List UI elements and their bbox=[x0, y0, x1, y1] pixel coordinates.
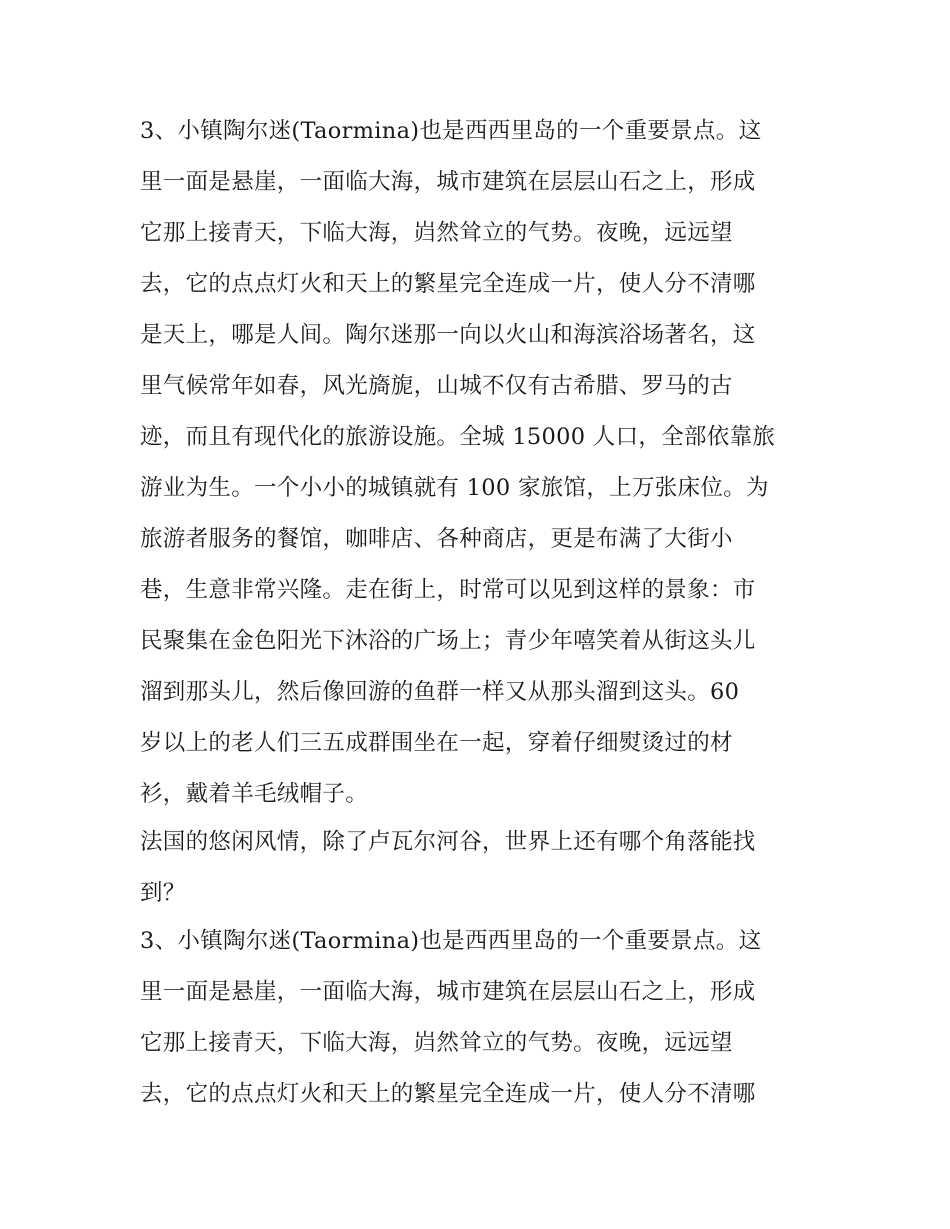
text-line-4: 去，它的点点灯火和天上的繁星完全连成一片，使人分不清哪 bbox=[140, 271, 756, 297]
text-line-19: 它那上接青天，下临大海，岿然耸立的气势。夜晚，远远望 bbox=[140, 1030, 733, 1056]
text-line-12: 溜到那头儿，然后像回游的鱼群一样又从那头溜到这头。60 bbox=[140, 679, 740, 705]
text-line-10: 巷，生意非常兴隆。走在街上，时常可以见到这样的景象：市 bbox=[140, 577, 756, 603]
body-text bbox=[140, 112, 820, 1126]
text-line-5: 是天上，哪是人间。陶尔迷那一向以火山和海滨浴场著名，这 bbox=[140, 322, 756, 348]
text-line-9: 旅游者服务的餐馆，咖啡店、各种商店，更是布满了大街小 bbox=[140, 526, 733, 552]
text-line-15: 法国的悠闲风情，除了卢瓦尔河谷，世界上还有哪个角落能找 bbox=[140, 829, 756, 855]
text-line-8: 游业为生。一个小小的城镇就有 100 家旅馆，上万张床位。为 bbox=[140, 475, 769, 501]
text-line-7: 迹，而且有现代化的旅游设施。全城 15000 人口，全部依靠旅 bbox=[140, 424, 776, 450]
text-line-2: 里一面是悬崖，一面临大海，城市建筑在层层山石之上，形成 bbox=[140, 169, 756, 195]
text-line-16: 到？ bbox=[140, 880, 186, 906]
text-line-20: 去，它的点点灯火和天上的繁星完全连成一片，使人分不清哪 bbox=[140, 1081, 756, 1107]
text-line-14: 衫，戴着羊毛绒帽子。 bbox=[140, 781, 369, 807]
text-line-17: 3、小镇陶尔迷(Taormina)也是西西里岛的一个重要景点。这 bbox=[140, 928, 762, 954]
text-line-11: 民聚集在金色阳光下沐浴的广场上；青少年嘻笑着从街这头儿 bbox=[140, 628, 756, 654]
text-line-18: 里一面是悬崖，一面临大海，城市建筑在层层山石之上，形成 bbox=[140, 979, 756, 1005]
text-line-6: 里气候常年如春，风光旖旎，山城不仅有古希腊、罗马的古 bbox=[140, 373, 733, 399]
text-line-3: 它那上接青天，下临大海，岿然耸立的气势。夜晚，远远望 bbox=[140, 220, 733, 246]
text-line-1: 3、小镇陶尔迷(Taormina)也是西西里岛的一个重要景点。这 bbox=[140, 118, 762, 144]
text-line-13: 岁以上的老人们三五成群围坐在一起，穿着仔细熨烫过的材 bbox=[140, 730, 733, 756]
